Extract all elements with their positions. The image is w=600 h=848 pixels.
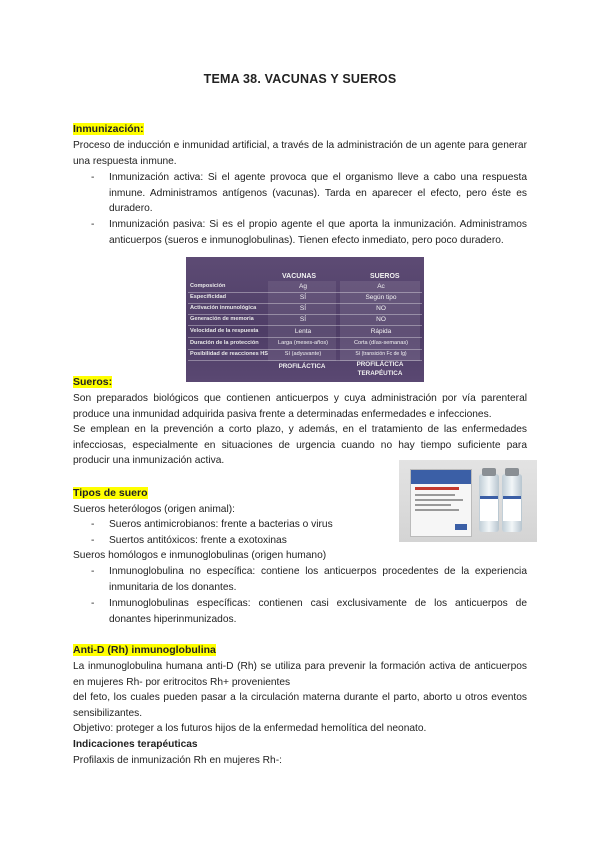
table-footer-sueros-2: TERAPÉUTICA [357,370,403,377]
table-footer-sueros-1: PROFILÁCTICA [356,361,404,368]
table-row: Activación inmunológica SÍ NO [188,304,422,315]
paragraph-antid-1a: La inmunoglobulina humana anti-D (Rh) se utiliza para prevenir la formación activa de anticuerpos en mujeres Rh- por eritrocitos Rh+ provenientes [73,661,527,688]
table-row: Composición Ag Ac [188,282,422,293]
list-item: - Sueros antimicrobianos: frente a bacterias o virus [91,519,333,530]
paragraph-sueros-1: Son preparados biológicos que contienen anticuerpos y cuya administración por vía parenteral produce una inmunidad adquirida pasiva frente a determinadas enfermedades e infecciones. [73,393,527,420]
table-row: Especificidad SÍ Según tipo [188,293,422,304]
table-header-sueros: SUEROS [370,273,400,280]
table-header-vacunas: VACUNAS [282,273,317,280]
paragraph-inmunizacion-intro: Proceso de inducción e inmunidad artificial, a través de la administración de un agente para generar una respuesta inmune. [73,140,527,167]
list-item: - Inmunización pasiva: Si es el propio agente el que aporta la inmunización. Administramos anticuerpos (sueros e inmunoglobulinas). Tienen efecto inmediato, pero poco duradero. [91,219,527,246]
comparison-table-image [186,257,424,382]
list-item: - Inmunización activa: Si el agente provoca que el organismo lleve a cabo una respuesta inmune. Administramos antígenos (vacunas). Tarda en aparecer el efecto, pero éste es duradero. [91,172,527,215]
list-item: - Inmunoglobulina no específica: contiene los anticuerpos procedentes de la experiencia inmunitaria de los donantes. [91,566,527,593]
section-heading-sueros: Sueros: [73,376,113,388]
subheading-indicaciones: Indicaciones terapéuticas [73,739,198,750]
table-row: Generación de memoria SÍ NO [188,315,422,326]
section-heading-inmunizacion: Inmunización: [73,123,144,135]
paragraph-antid-1b: del feto, los cuales pueden pasar a la circulación materna durante el parto, aborto u otros eventos sensibilizantes. [73,692,527,719]
table-row: Posibilidad de reacciones HS Sí (adyuvante) Sí (transición Fc de Ig) [188,350,422,361]
paragraph-homologos: Sueros homólogos e inmunoglobulinas (origen humano) [73,550,327,561]
table-row: Duración de la protección Larga (meses-años) Corta (días-semanas) [188,339,422,350]
paragraph-sueros-2: Se emplean en la prevención a corto plazo, y además, en el tratamiento de las enfermedades infecciosas, especialmente en situaciones de urgencia cuando no hay tiempo suficiente para producir una inmunización activa. [73,424,527,467]
paragraph-profilaxis: Profilaxis de inmunización Rh en mujeres Rh-: [73,755,282,766]
paragraph-objetivo: Objetivo: proteger a los futuros hijos de la enfermedad hemolítica del neonato. [73,723,427,734]
table-row: Velocidad de la respuesta Lenta Rápida [188,327,422,338]
table-footer-vacunas: PROFILÁCTICA [278,363,326,370]
section-heading-tipos: Tipos de suero [73,487,148,499]
list-item: - Inmunoglobulinas específicas: contienen casi exclusivamente de los anticuerpos de donantes hiperinmunizados. [91,598,527,625]
paragraph-heterologos: Sueros heterólogos (origen animal): [73,504,235,515]
list-item: - Suertos antitóxicos: frente a exotoxinas [91,535,287,546]
section-heading-antid: Anti-D (Rh) inmunoglobulina [73,644,216,656]
page-title: TEMA 38. VACUNAS Y SUEROS [203,72,397,86]
